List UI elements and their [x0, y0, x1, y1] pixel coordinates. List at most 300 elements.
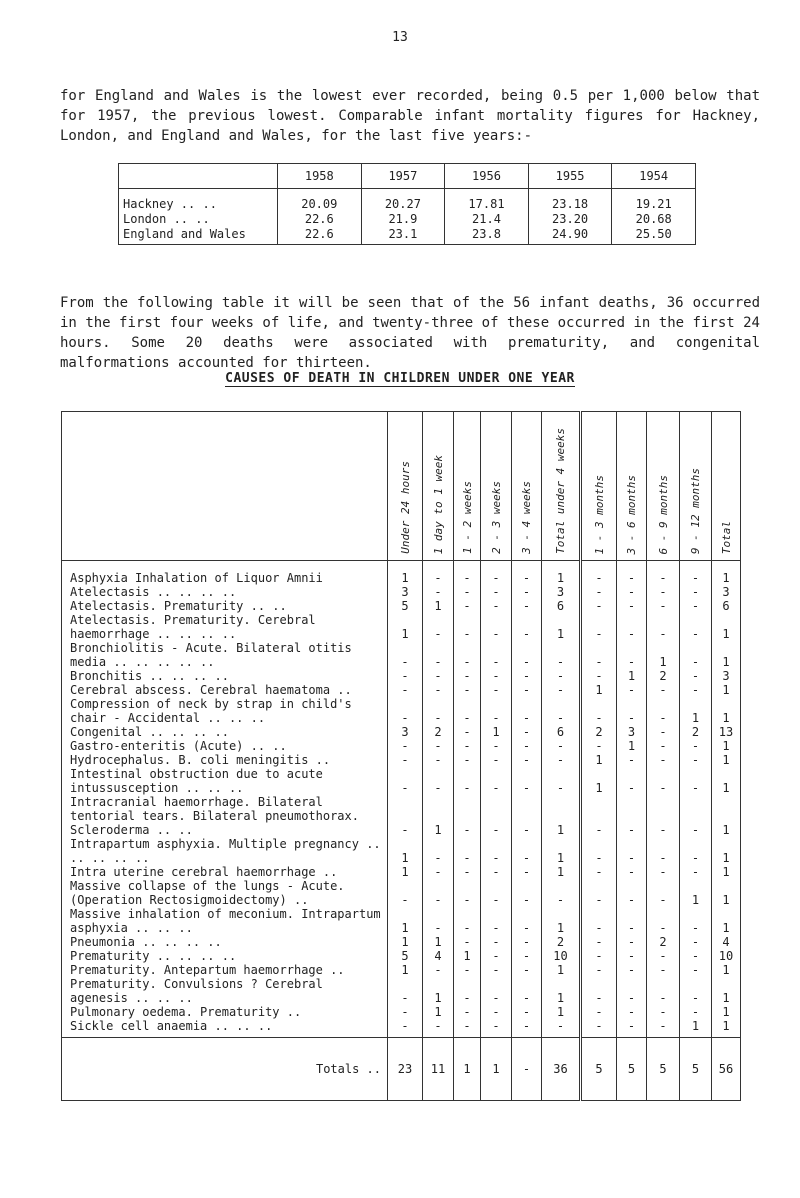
cause-count-cell: - — [647, 837, 680, 865]
cause-count-cell: - — [680, 585, 712, 599]
cause-count-cell: 10 — [712, 949, 741, 963]
causes-col-header — [581, 412, 617, 561]
causes-col-header — [481, 412, 512, 561]
cause-count-cell: - — [617, 1019, 647, 1038]
cause-row — [62, 963, 741, 977]
cause-count-cell: - — [617, 907, 647, 935]
cause-count-cell: - — [512, 725, 542, 739]
cause-count-cell: - — [481, 977, 512, 1005]
cause-count-cell: - — [581, 697, 617, 725]
cause-count-cell: - — [680, 907, 712, 935]
cause-row — [62, 683, 741, 697]
cause-count-cell: 1 — [542, 561, 581, 586]
cause-count-cell: 1 — [542, 907, 581, 935]
comparison-cell: 20.09 — [278, 189, 362, 213]
cause-count-cell: - — [647, 739, 680, 753]
cause-count-cell: 1 — [712, 683, 741, 697]
cause-label: Compression of neck by strap in child's chair - Accidental .. .. .. — [62, 697, 388, 725]
causes-col-header — [454, 412, 481, 561]
cause-count-cell: 2 — [581, 725, 617, 739]
cause-count-cell: - — [423, 697, 454, 725]
cause-count-cell: - — [680, 753, 712, 767]
cause-count-cell: - — [680, 935, 712, 949]
cause-count-cell: - — [617, 949, 647, 963]
totals-cell: 11 — [423, 1038, 454, 1101]
cause-count-cell: - — [512, 907, 542, 935]
causes-col-header-text: Under 24 hours — [398, 461, 412, 554]
comparison-row-label: England and Wales — [119, 227, 278, 245]
cause-count-cell: 1 — [680, 697, 712, 725]
cause-count-cell: - — [617, 963, 647, 977]
cause-count-cell: - — [512, 949, 542, 963]
cause-count-cell: 1 — [542, 837, 581, 865]
cause-count-cell: 1 — [680, 1019, 712, 1038]
totals-cell: 1 — [481, 1038, 512, 1101]
cause-count-cell: - — [581, 865, 617, 879]
cause-count-cell: - — [423, 753, 454, 767]
comparison-corner-cell — [119, 164, 278, 189]
cause-count-cell: - — [647, 753, 680, 767]
cause-label: Cerebral abscess. Cerebral haematoma .. — [62, 683, 388, 697]
cause-count-cell: - — [581, 585, 617, 599]
cause-row — [62, 725, 741, 739]
cause-count-cell: - — [617, 641, 647, 669]
cause-count-cell: - — [454, 753, 481, 767]
causes-col-header-text: Total under 4 weeks — [554, 428, 567, 554]
cause-count-cell: - — [454, 879, 481, 907]
cause-count-cell: - — [617, 599, 647, 613]
cause-count-cell: - — [481, 963, 512, 977]
cause-count-cell: - — [481, 739, 512, 753]
cause-count-cell: - — [617, 585, 647, 599]
cause-count-cell: - — [454, 725, 481, 739]
cause-count-cell: 2 — [423, 725, 454, 739]
cause-count-cell: - — [481, 865, 512, 879]
cause-count-cell: - — [680, 561, 712, 586]
causes-col-header-text: 2 - 3 weeks — [489, 481, 503, 554]
cause-count-cell: 6 — [542, 599, 581, 613]
comparison-cell: 23.20 — [528, 212, 612, 227]
cause-count-cell: - — [542, 1019, 581, 1038]
cause-count-cell: - — [388, 879, 423, 907]
cause-count-cell: - — [581, 907, 617, 935]
comparison-header-row — [119, 164, 696, 189]
cause-count-cell: - — [680, 669, 712, 683]
cause-label: Prematurity. Convulsions ? Cerebral agenesis .. .. .. — [62, 977, 388, 1005]
cause-count-cell: - — [617, 697, 647, 725]
comparison-col-header: 1955 — [528, 164, 612, 189]
cause-count-cell: - — [617, 613, 647, 641]
cause-count-cell: - — [423, 907, 454, 935]
cause-count-cell: 3 — [542, 585, 581, 599]
cause-count-cell: 1 — [712, 977, 741, 1005]
comparison-cell: 20.27 — [361, 189, 445, 213]
cause-row — [62, 837, 741, 865]
cause-count-cell: - — [680, 795, 712, 837]
cause-row — [62, 949, 741, 963]
cause-count-cell: 1 — [454, 949, 481, 963]
causes-col-header-text: 9 - 12 months — [689, 467, 702, 554]
causes-col-header — [423, 412, 454, 561]
comparison-col-header: 1958 — [278, 164, 362, 189]
cause-count-cell: - — [581, 599, 617, 613]
cause-row — [62, 865, 741, 879]
cause-count-cell: - — [454, 697, 481, 725]
page-number: 13 — [392, 30, 408, 45]
totals-cell: - — [512, 1038, 542, 1101]
cause-count-cell: - — [481, 935, 512, 949]
cause-count-cell: - — [581, 1005, 617, 1019]
cause-count-cell: - — [423, 683, 454, 697]
causes-col-header — [647, 412, 680, 561]
cause-label: Congenital .. .. .. .. — [62, 725, 388, 739]
comparison-cell: 22.6 — [278, 212, 362, 227]
totals-label: Totals .. — [62, 1038, 388, 1101]
causes-col-header — [388, 412, 423, 561]
comparison-row-label: London .. .. — [119, 212, 278, 227]
cause-row — [62, 907, 741, 935]
cause-count-cell: 1 — [712, 963, 741, 977]
cause-count-cell: - — [481, 599, 512, 613]
cause-count-cell: - — [581, 1019, 617, 1038]
cause-count-cell: - — [617, 795, 647, 837]
cause-row — [62, 697, 741, 725]
cause-count-cell: - — [423, 613, 454, 641]
cause-count-cell: - — [647, 795, 680, 837]
cause-label: Prematurity .. .. .. .. — [62, 949, 388, 963]
cause-count-cell: 10 — [542, 949, 581, 963]
cause-count-cell: - — [680, 1005, 712, 1019]
cause-count-cell: - — [454, 837, 481, 865]
cause-count-cell: - — [388, 683, 423, 697]
cause-count-cell: 6 — [542, 725, 581, 739]
comparison-cell: 23.8 — [445, 227, 529, 245]
cause-row — [62, 767, 741, 795]
cause-count-cell: - — [542, 739, 581, 753]
cause-row — [62, 879, 741, 907]
cause-label: Massive collapse of the lungs - Acute. (Operation Rectosigmoidectomy) .. — [62, 879, 388, 907]
cause-label: Atelectasis. Prematurity .. .. — [62, 599, 388, 613]
cause-count-cell: 1 — [617, 739, 647, 753]
cause-count-cell: - — [581, 669, 617, 683]
cause-count-cell: - — [542, 879, 581, 907]
cause-count-cell: 1 — [423, 1005, 454, 1019]
cause-count-cell: - — [512, 1005, 542, 1019]
cause-count-cell: - — [512, 767, 542, 795]
cause-count-cell: - — [581, 879, 617, 907]
cause-count-cell: - — [680, 865, 712, 879]
cause-count-cell: - — [647, 697, 680, 725]
cause-count-cell: - — [512, 599, 542, 613]
cause-count-cell: - — [647, 977, 680, 1005]
cause-count-cell: - — [388, 739, 423, 753]
cause-count-cell: - — [617, 683, 647, 697]
cause-count-cell: 1 — [423, 977, 454, 1005]
cause-count-cell: - — [617, 935, 647, 949]
causes-table-title-text: CAUSES OF DEATH IN CHILDREN UNDER ONE YEAR — [225, 371, 575, 386]
cause-count-cell: - — [423, 963, 454, 977]
causes-col-header — [512, 412, 542, 561]
cause-count-cell: - — [454, 795, 481, 837]
cause-count-cell: 1 — [423, 935, 454, 949]
cause-count-cell: 1 — [542, 865, 581, 879]
cause-row — [62, 585, 741, 599]
comparison-row — [119, 227, 696, 245]
cause-count-cell: 1 — [542, 795, 581, 837]
cause-count-cell: - — [680, 599, 712, 613]
cause-count-cell: - — [481, 949, 512, 963]
causes-corner-cell — [62, 412, 388, 561]
cause-count-cell: 5 — [388, 599, 423, 613]
cause-count-cell: - — [481, 837, 512, 865]
infant-mortality-comparison-table — [118, 163, 696, 245]
cause-count-cell: - — [581, 613, 617, 641]
cause-count-cell: - — [512, 879, 542, 907]
cause-label: Bronchiolitis - Acute. Bilateral otitis media .. .. .. .. .. — [62, 641, 388, 669]
cause-count-cell: - — [454, 739, 481, 753]
cause-count-cell: - — [647, 767, 680, 795]
cause-count-cell: - — [647, 561, 680, 586]
cause-label: Atelectasis .. .. .. .. — [62, 585, 388, 599]
cause-label: Pulmonary oedema. Prematurity .. — [62, 1005, 388, 1019]
cause-count-cell: 1 — [712, 795, 741, 837]
causes-col-header-text: 1 - 3 months — [592, 474, 606, 554]
cause-count-cell: 1 — [712, 697, 741, 725]
cause-count-cell: 1 — [542, 977, 581, 1005]
cause-count-cell: - — [647, 613, 680, 641]
comparison-row — [119, 212, 696, 227]
cause-count-cell: - — [617, 837, 647, 865]
causes-header-row — [62, 412, 741, 561]
cause-count-cell: 2 — [542, 935, 581, 949]
comparison-row — [119, 189, 696, 213]
causes-col-header — [712, 412, 741, 561]
cause-count-cell: - — [581, 977, 617, 1005]
cause-count-cell: - — [680, 683, 712, 697]
causes-body — [62, 561, 741, 1038]
cause-count-cell: - — [423, 837, 454, 865]
cause-count-cell: - — [388, 753, 423, 767]
cause-count-cell: - — [481, 1019, 512, 1038]
cause-count-cell: - — [581, 561, 617, 586]
cause-count-cell: - — [423, 879, 454, 907]
cause-count-cell: 1 — [581, 767, 617, 795]
comparison-cell: 19.21 — [612, 189, 696, 213]
cause-count-cell: - — [680, 837, 712, 865]
cause-count-cell: - — [454, 865, 481, 879]
cause-count-cell: - — [454, 767, 481, 795]
cause-count-cell: 3 — [388, 725, 423, 739]
cause-count-cell: 1 — [388, 907, 423, 935]
cause-count-cell: - — [388, 767, 423, 795]
totals-cell: 5 — [680, 1038, 712, 1101]
cause-row — [62, 795, 741, 837]
causes-col-header-text: Total — [719, 520, 733, 554]
comparison-cell: 23.18 — [528, 189, 612, 213]
cause-count-cell: - — [454, 963, 481, 977]
cause-row — [62, 613, 741, 641]
cause-count-cell: 1 — [617, 669, 647, 683]
cause-label: Intrapartum asphyxia. Multiple pregnancy .. .. .. .. .. — [62, 837, 388, 865]
cause-count-cell: 1 — [712, 907, 741, 935]
cause-count-cell: - — [454, 935, 481, 949]
comparison-row-label: Hackney .. .. — [119, 189, 278, 213]
cause-row — [62, 1019, 741, 1038]
cause-count-cell: 1 — [712, 1005, 741, 1019]
totals-cell: 5 — [647, 1038, 680, 1101]
cause-count-cell: 5 — [388, 949, 423, 963]
summary-paragraph: From the following table it will be seen that of the 56 infant deaths, 36 occurred in the first four weeks of life, and twenty-three of these occurred in the first 24 hours. Some 20 deaths were associated with prematurity, and congenital malformations accounted for thirteen. — [60, 295, 760, 371]
cause-count-cell: - — [423, 561, 454, 586]
cause-count-cell: - — [647, 963, 680, 977]
cause-count-cell: - — [481, 561, 512, 586]
cause-count-cell: - — [454, 907, 481, 935]
cause-label: Atelectasis. Prematurity. Cerebral haemorrhage .. .. .. .. — [62, 613, 388, 641]
cause-count-cell: - — [680, 613, 712, 641]
intro-paragraph: for England and Wales is the lowest ever recorded, being 0.5 per 1,000 below that for 1957, the previous lowest. Comparable infant mortality figures for Hackney, London, and England and Wales, for the last five years:- — [60, 88, 760, 144]
cause-label: Intracranial haemorrhage. Bilateral tentorial tears. Bilateral pneumothorax. Scleroderma .. .. — [62, 795, 388, 837]
cause-count-cell: - — [581, 739, 617, 753]
cause-count-cell: - — [454, 1019, 481, 1038]
cause-count-cell: - — [481, 767, 512, 795]
cause-count-cell: 1 — [388, 963, 423, 977]
cause-count-cell: - — [680, 767, 712, 795]
cause-count-cell: - — [647, 865, 680, 879]
cause-count-cell: - — [512, 837, 542, 865]
cause-count-cell: 1 — [423, 795, 454, 837]
cause-count-cell: - — [647, 907, 680, 935]
cause-count-cell: 1 — [712, 837, 741, 865]
cause-count-cell: - — [481, 697, 512, 725]
causes-col-header-text: 6 - 9 months — [656, 474, 670, 554]
comparison-cell: 21.9 — [361, 212, 445, 227]
cause-count-cell: 4 — [712, 935, 741, 949]
cause-count-cell: - — [512, 935, 542, 949]
cause-label: Sickle cell anaemia .. .. .. — [62, 1019, 388, 1038]
comparison-col-header: 1954 — [612, 164, 696, 189]
cause-row — [62, 561, 741, 586]
cause-count-cell: 1 — [712, 739, 741, 753]
cause-count-cell: - — [481, 907, 512, 935]
comparison-cell: 21.4 — [445, 212, 529, 227]
cause-count-cell: 3 — [712, 585, 741, 599]
cause-count-cell: - — [454, 561, 481, 586]
cause-count-cell: - — [512, 561, 542, 586]
cause-count-cell: 3 — [388, 585, 423, 599]
cause-label: Prematurity. Antepartum haemorrhage .. — [62, 963, 388, 977]
cause-count-cell: - — [542, 683, 581, 697]
cause-label: Massive inhalation of meconium. Intrapartum asphyxia .. .. .. — [62, 907, 388, 935]
cause-count-cell: - — [481, 795, 512, 837]
cause-count-cell: - — [542, 767, 581, 795]
cause-count-cell: 3 — [617, 725, 647, 739]
cause-count-cell: 1 — [712, 641, 741, 669]
cause-count-cell: - — [680, 739, 712, 753]
cause-count-cell: - — [388, 977, 423, 1005]
cause-count-cell: - — [481, 879, 512, 907]
cause-count-cell: - — [680, 949, 712, 963]
cause-count-cell: - — [512, 1019, 542, 1038]
cause-count-cell: 3 — [712, 669, 741, 683]
cause-count-cell: 1 — [581, 753, 617, 767]
totals-cell: 56 — [712, 1038, 741, 1101]
cause-count-cell: 6 — [712, 599, 741, 613]
cause-count-cell: 2 — [680, 725, 712, 739]
cause-count-cell: 1 — [388, 865, 423, 879]
cause-count-cell: - — [542, 641, 581, 669]
causes-table-title — [0, 371, 800, 386]
cause-count-cell: - — [512, 753, 542, 767]
cause-count-cell: - — [388, 1019, 423, 1038]
causes-col-header-text: 1 - 2 weeks — [460, 481, 474, 554]
cause-count-cell: - — [423, 739, 454, 753]
cause-row — [62, 641, 741, 669]
comparison-cell: 25.50 — [612, 227, 696, 245]
cause-count-cell: - — [680, 963, 712, 977]
cause-count-cell: - — [481, 641, 512, 669]
cause-label: Gastro-enteritis (Acute) .. .. — [62, 739, 388, 753]
cause-count-cell: 1 — [423, 599, 454, 613]
comparison-cell: 24.90 — [528, 227, 612, 245]
cause-count-cell: - — [454, 669, 481, 683]
cause-count-cell: 13 — [712, 725, 741, 739]
comparison-cell: 20.68 — [612, 212, 696, 227]
cause-count-cell: - — [481, 683, 512, 697]
cause-label: Intra uterine cerebral haemorrhage .. — [62, 865, 388, 879]
cause-count-cell: 1 — [388, 935, 423, 949]
cause-count-cell: - — [481, 669, 512, 683]
cause-count-cell: - — [423, 767, 454, 795]
cause-count-cell: 1 — [712, 865, 741, 879]
cause-count-cell: 1 — [542, 1005, 581, 1019]
cause-count-cell: - — [454, 683, 481, 697]
cause-count-cell: - — [581, 949, 617, 963]
cause-count-cell: - — [454, 613, 481, 641]
comparison-cell: 17.81 — [445, 189, 529, 213]
cause-count-cell: 1 — [388, 613, 423, 641]
cause-count-cell: - — [454, 1005, 481, 1019]
cause-count-cell: - — [423, 1019, 454, 1038]
cause-count-cell: - — [617, 1005, 647, 1019]
cause-label: Bronchitis .. .. .. .. — [62, 669, 388, 683]
totals-cell: 5 — [581, 1038, 617, 1101]
causes-col-header-text: 3 - 4 weeks — [520, 481, 533, 554]
cause-count-cell: - — [647, 585, 680, 599]
totals-cell: 5 — [617, 1038, 647, 1101]
cause-count-cell: - — [512, 697, 542, 725]
cause-count-cell: 1 — [388, 561, 423, 586]
cause-count-cell: - — [581, 963, 617, 977]
cause-count-cell: 1 — [388, 837, 423, 865]
causes-col-header-text: 3 - 6 months — [625, 474, 638, 554]
cause-count-cell: - — [423, 669, 454, 683]
cause-row — [62, 935, 741, 949]
cause-count-cell: - — [647, 683, 680, 697]
cause-count-cell: - — [647, 1005, 680, 1019]
cause-count-cell: - — [647, 879, 680, 907]
cause-count-cell: - — [617, 767, 647, 795]
cause-count-cell: - — [388, 795, 423, 837]
cause-count-cell: 1 — [712, 561, 741, 586]
cause-count-cell: - — [423, 641, 454, 669]
cause-row — [62, 739, 741, 753]
comparison-col-header: 1957 — [361, 164, 445, 189]
totals-row — [62, 1038, 741, 1101]
cause-count-cell: - — [647, 599, 680, 613]
cause-count-cell: 1 — [712, 753, 741, 767]
comparison-col-header: 1956 — [445, 164, 529, 189]
cause-count-cell: 1 — [680, 879, 712, 907]
